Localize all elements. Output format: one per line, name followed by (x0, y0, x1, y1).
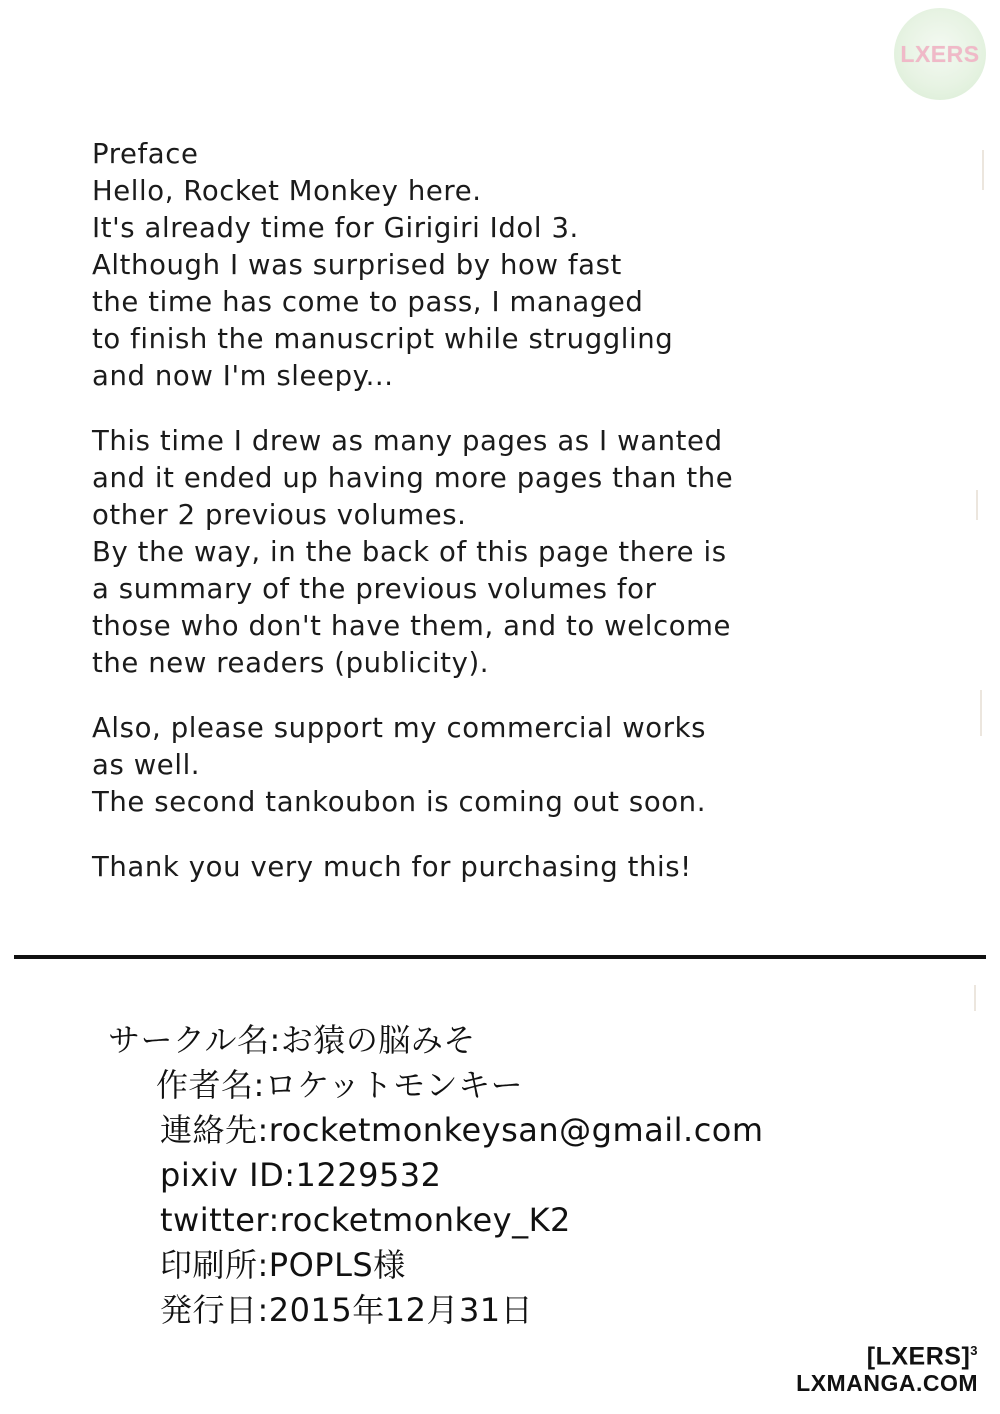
lxers-brand-text (796, 1337, 978, 1370)
lxers-watermark-logo (894, 8, 986, 100)
preface-line: the new readers (publicity). (92, 647, 490, 679)
colophon-block (108, 1018, 938, 1333)
colophon-printer: 印刷所:POPLS様 (160, 1246, 406, 1284)
preface-line: a summary of the previous volumes for (92, 573, 657, 605)
colophon-publish-date: 発行日:2015年12月31日 (160, 1291, 534, 1329)
paragraph-gap (92, 395, 902, 423)
preface-line: and now I'm sleepy... (92, 360, 394, 392)
colophon-circle-name: サークル名:お猿の脳みそ (108, 1021, 476, 1059)
preface-line: and it ended up having more pages than the (92, 462, 734, 494)
lxmanga-site-label: LXMANGA.COM (796, 1370, 978, 1396)
preface-line: Although I was surprised by how fast (92, 249, 622, 281)
preface-line: Thank you very much for purchasing this! (92, 851, 692, 883)
lxers-brand-label: [LXERS] (866, 1342, 971, 1370)
scan-artifact (976, 490, 978, 520)
preface-line: It's already time for Girigiri Idol 3. (92, 212, 579, 244)
scan-artifact (982, 150, 984, 190)
colophon-twitter: twitter:rocketmonkey_K2 (160, 1201, 571, 1239)
paragraph-gap (92, 821, 902, 849)
lxers-watermark-label: LXERS (900, 40, 980, 67)
paragraph-gap (92, 682, 902, 710)
preface-line: as well. (92, 749, 201, 781)
colophon-contact: 連絡先:rocketmonkeysan@gmail.com (160, 1111, 764, 1149)
preface-heading: Preface (92, 138, 199, 170)
preface-line: Also, please support my commercial works (92, 712, 707, 744)
preface-line: This time I drew as many pages as I wanted (92, 425, 723, 457)
scan-artifact (974, 985, 976, 1011)
preface-line: the time has come to pass, I managed (92, 286, 644, 318)
preface-line: The second tankoubon is coming out soon. (92, 786, 707, 818)
preface-line: Hello, Rocket Monkey here. (92, 175, 482, 207)
preface-line: By the way, in the back of this page there is (92, 536, 727, 568)
lxmanga-watermark (796, 1337, 978, 1396)
preface-line: to finish the manuscript while struggling (92, 323, 674, 355)
colophon-pixiv-id: pixiv ID:1229532 (160, 1156, 442, 1194)
scan-artifact (980, 690, 982, 736)
preface-text-block (92, 136, 902, 886)
section-divider (14, 955, 986, 959)
preface-line: those who don't have them, and to welcome (92, 610, 732, 642)
colophon-author-name: 作者名:ロケットモンキー (156, 1066, 524, 1104)
lxers-brand-superscript: 3 (970, 1342, 978, 1358)
preface-line: other 2 previous volumes. (92, 499, 467, 531)
